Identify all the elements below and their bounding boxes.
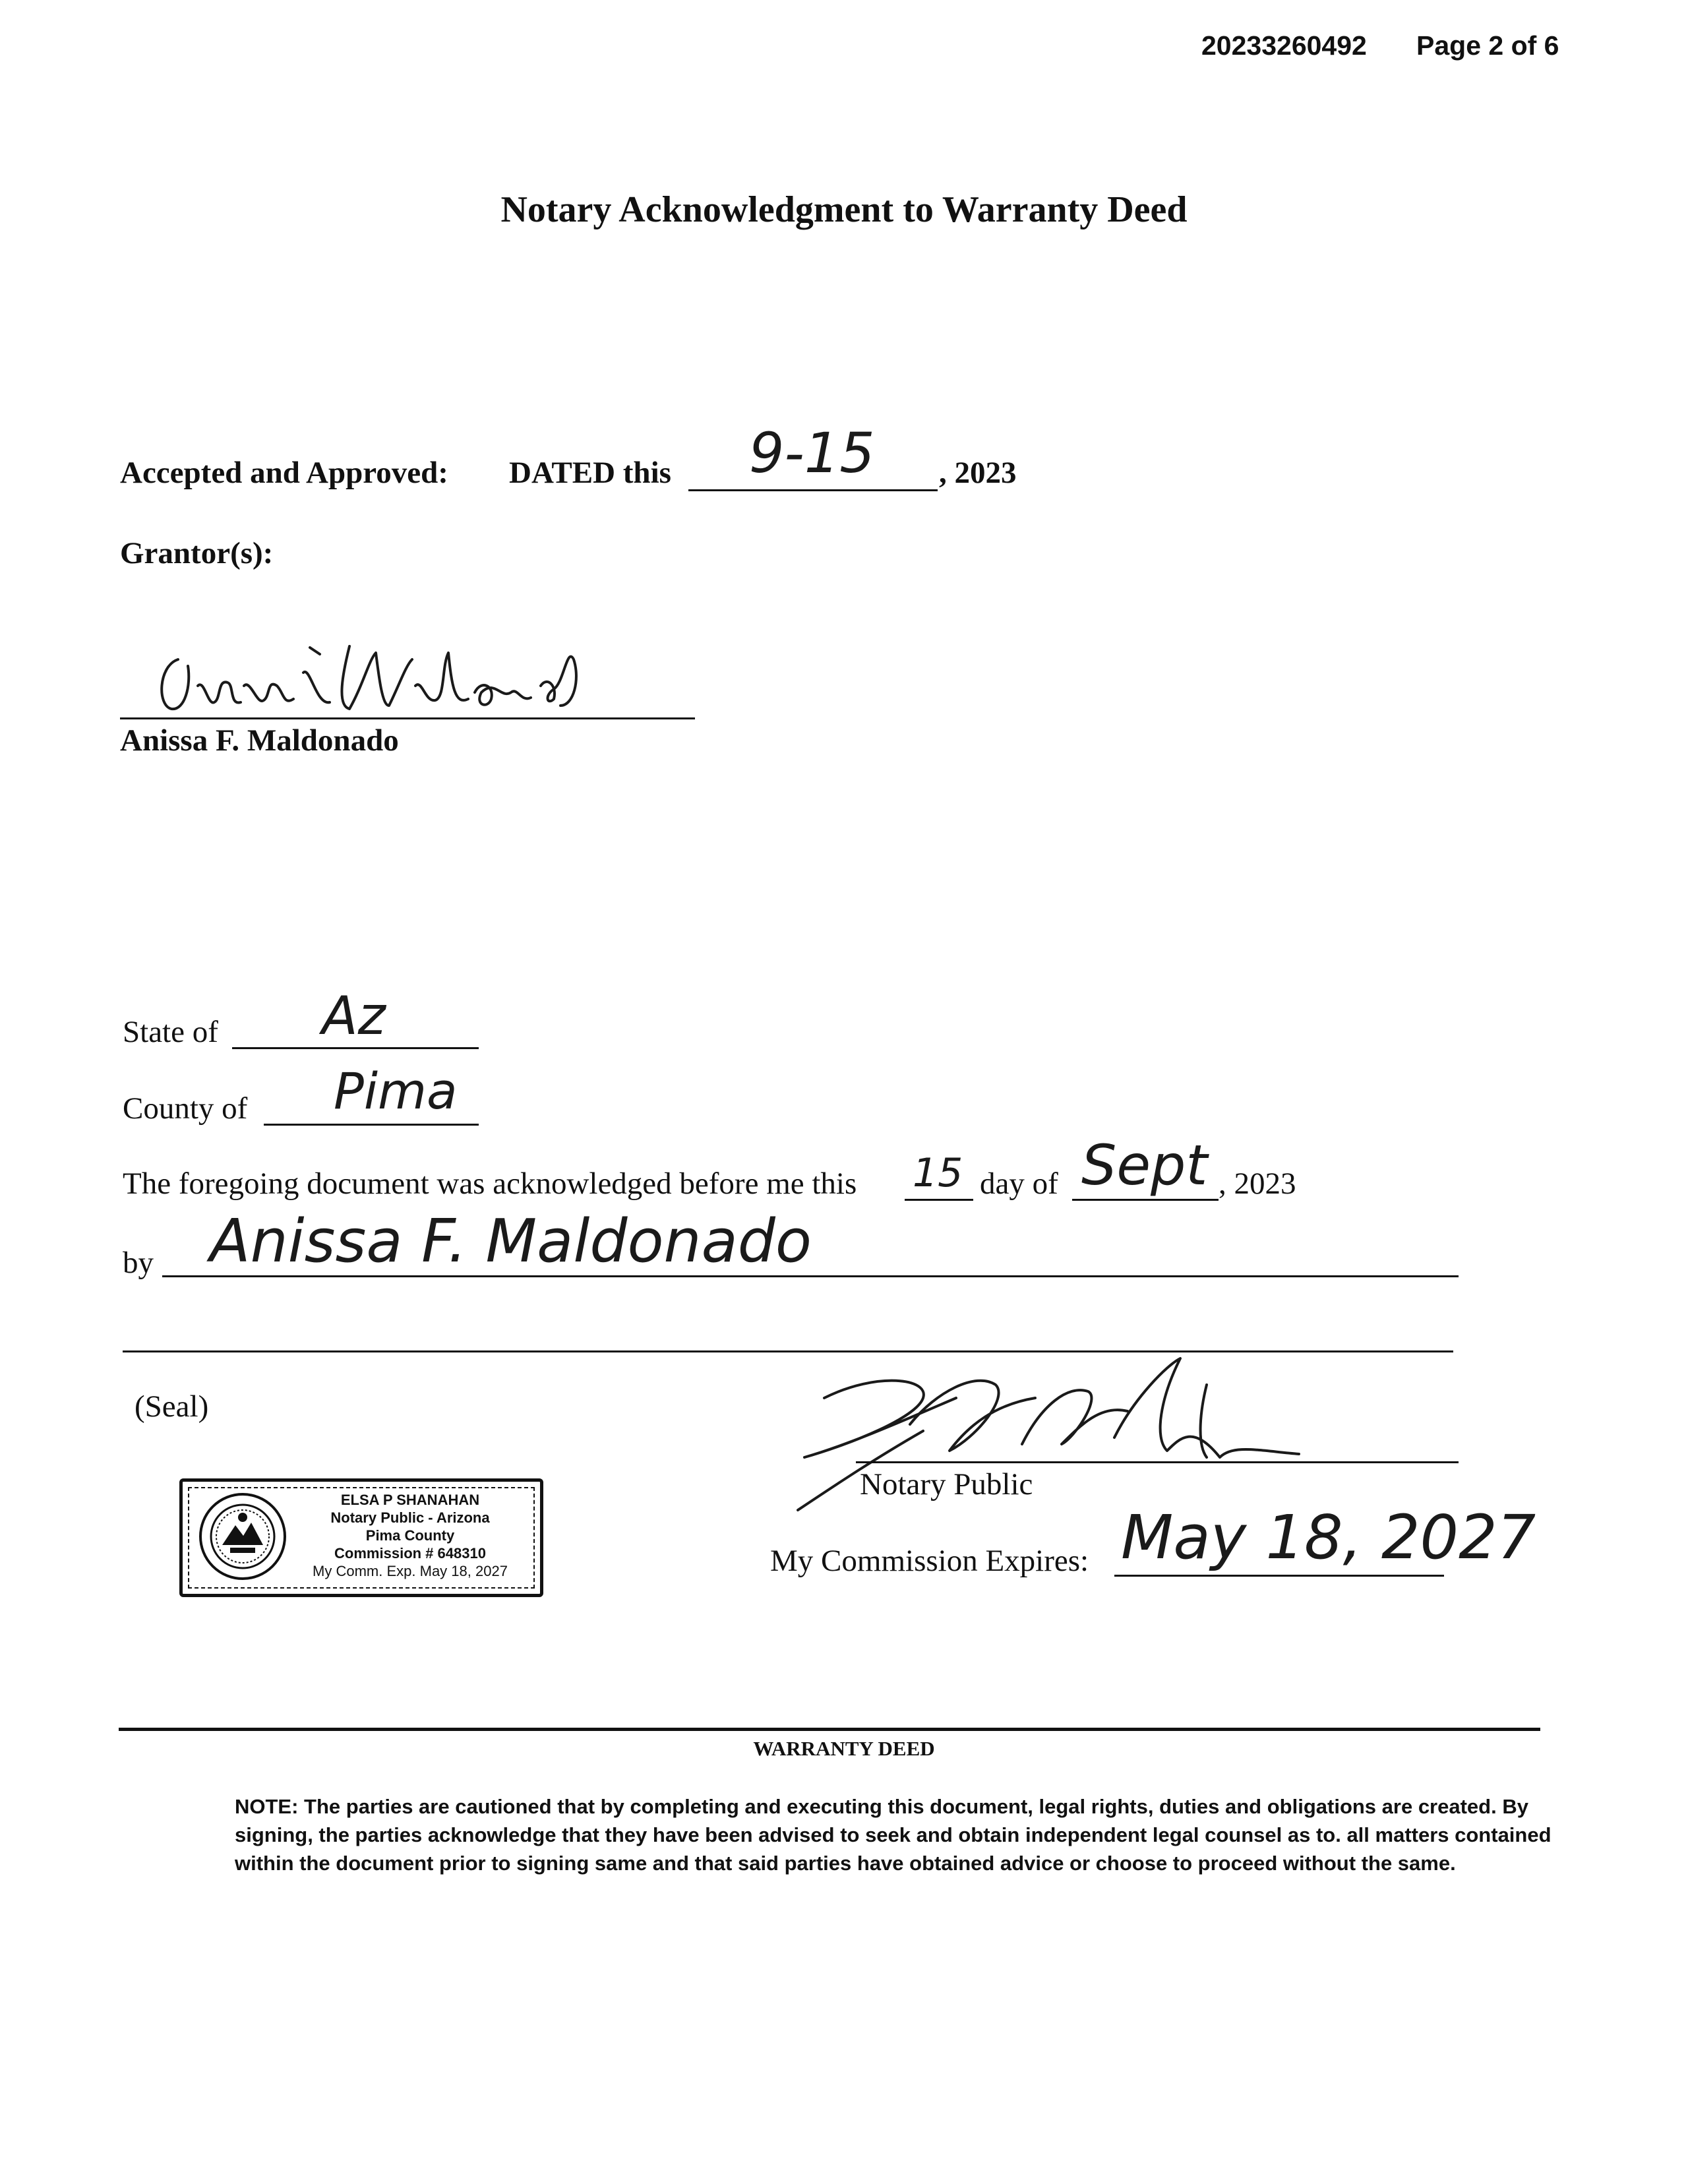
- page-indicator: Page 2 of 6: [1416, 30, 1559, 61]
- month-underline: [1072, 1199, 1219, 1201]
- acknowledgment-year: , 2023: [1219, 1167, 1296, 1201]
- state-handwritten-value: Az: [322, 985, 386, 1046]
- seal-line-title: Notary Public - Arizona: [330, 1509, 490, 1526]
- day-of-label: day of: [980, 1167, 1058, 1201]
- arizona-state-seal-icon: [197, 1491, 288, 1582]
- day-handwritten-value: 15: [913, 1150, 963, 1196]
- warranty-deed-heading: WARRANTY DEED: [753, 1737, 935, 1760]
- document-number: 20233260492: [1201, 30, 1367, 61]
- grantor-signature-line: [120, 717, 695, 719]
- grantor-signature: [152, 640, 626, 725]
- notary-seal-stamp: [179, 1478, 543, 1597]
- footer-divider: [119, 1728, 1540, 1731]
- month-handwritten-value: Sept: [1081, 1133, 1208, 1198]
- by-label: by: [123, 1246, 154, 1280]
- county-handwritten-value: Pima: [334, 1062, 458, 1120]
- commission-expires-underline: [1114, 1575, 1444, 1577]
- commission-expires-handwritten-value: May 18, 2027: [1121, 1502, 1536, 1573]
- seal-label: (Seal): [135, 1389, 209, 1424]
- foregoing-text: The foregoing document was acknowledged before me this: [123, 1167, 857, 1201]
- state-label: State of: [123, 1015, 218, 1049]
- notary-public-label: Notary Public: [860, 1467, 1033, 1502]
- seal-line-commission: Commission # 648310: [334, 1545, 486, 1562]
- day-underline: [905, 1199, 973, 1201]
- county-label: County of: [123, 1091, 248, 1126]
- grantor-label: Grantor(s):: [120, 536, 274, 570]
- seal-line-name: ELSA P SHANAHAN: [340, 1492, 480, 1508]
- county-underline: [264, 1124, 479, 1126]
- by-handwritten-value: Anissa F. Maldonado: [210, 1207, 812, 1276]
- grantor-printed-name: Anissa F. Maldonado: [120, 723, 399, 758]
- legal-note: NOTE: The parties are cautioned that by completing and executing this document, legal rights, duties and obligations are created. By signing, the parties acknowledge that they have been advised to seek and obtain independent legal counsel as to. all matters contained within the document prior to signing same and that said parties have obtained advice or choose to proceed without the same.: [235, 1795, 1552, 1875]
- dated-handwritten-value: 9-15: [749, 421, 875, 485]
- dated-year: , 2023: [939, 456, 1017, 490]
- notary-signature-line: [856, 1461, 1459, 1463]
- state-underline: [232, 1047, 479, 1049]
- dated-underline: [688, 489, 938, 491]
- dated-this-label: DATED this: [509, 456, 671, 490]
- commission-expires-label: My Commission Expires:: [770, 1544, 1089, 1578]
- accepted-approved-label: Accepted and Approved:: [120, 456, 448, 490]
- document-title: Notary Acknowledgment to Warranty Deed: [500, 189, 1188, 230]
- seal-line-county: Pima County: [365, 1527, 455, 1544]
- seal-line-expiration: My Comm. Exp. May 18, 2027: [313, 1563, 508, 1579]
